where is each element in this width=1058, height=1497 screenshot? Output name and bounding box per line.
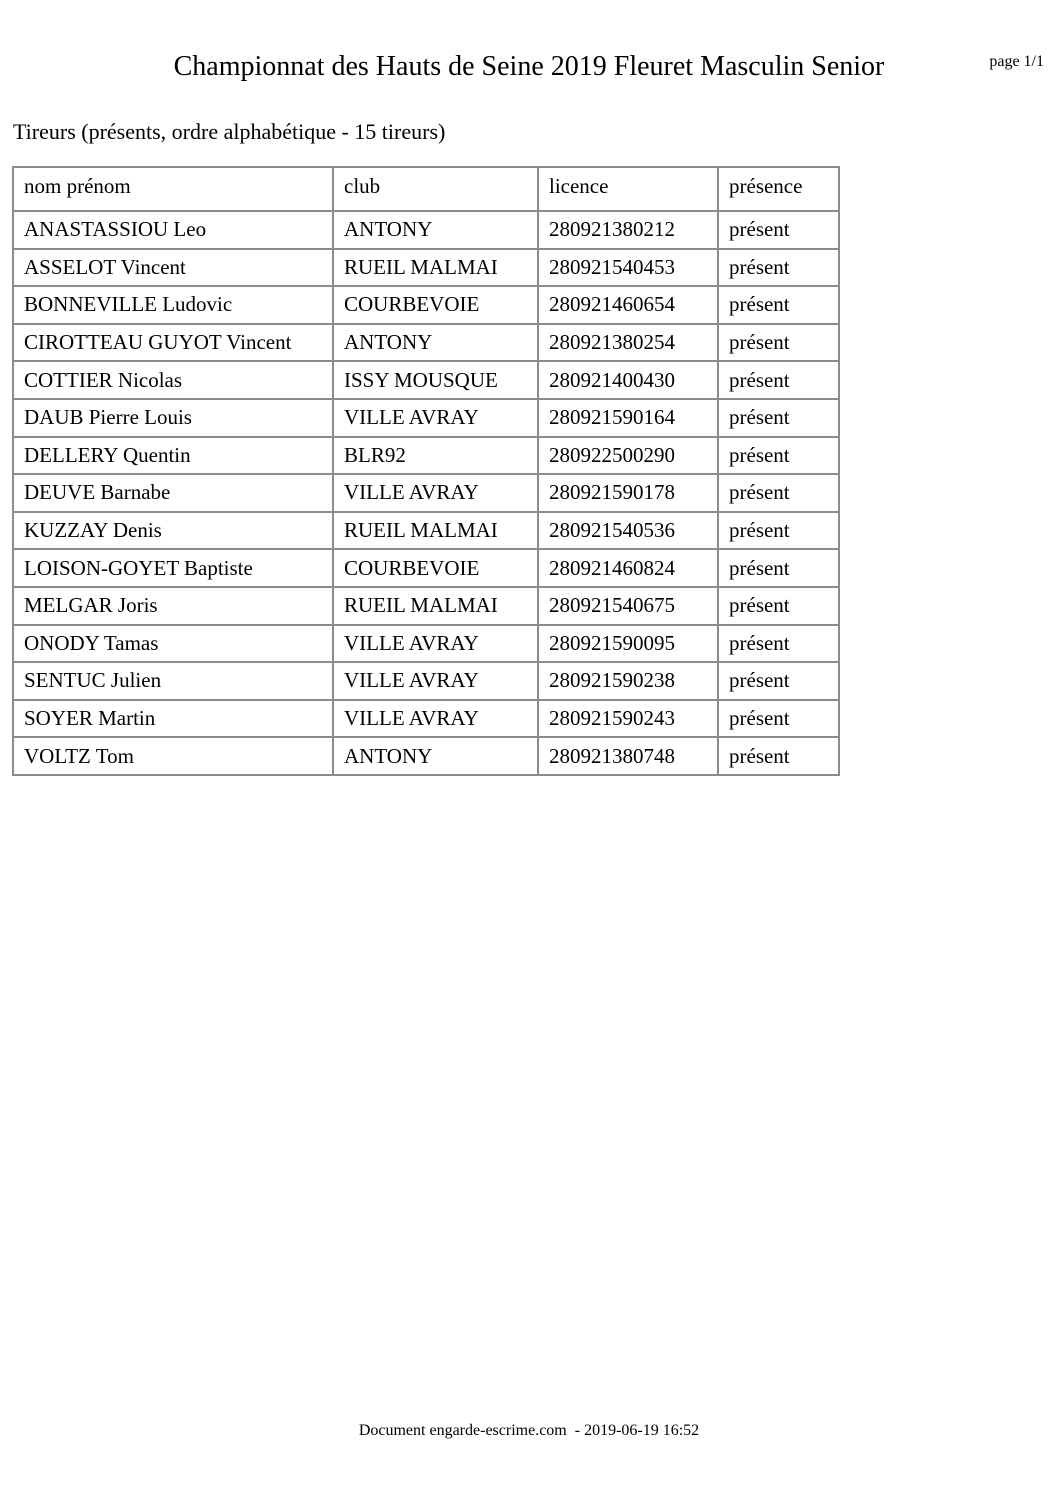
cell-club: RUEIL MALMAI: [333, 249, 538, 287]
table-row: [13, 737, 839, 775]
header-club: club: [333, 167, 538, 211]
cell-presence: présent: [718, 211, 839, 249]
cell-club: VILLE AVRAY: [333, 474, 538, 512]
cell-presence: présent: [718, 249, 839, 287]
cell-name: MELGAR Joris: [13, 587, 333, 625]
cell-club: RUEIL MALMAI: [333, 587, 538, 625]
cell-name: SOYER Martin: [13, 700, 333, 738]
cell-club: COURBEVOIE: [333, 549, 538, 587]
table-row: [13, 249, 839, 287]
cell-licence: 280922500290: [538, 437, 718, 475]
cell-name: VOLTZ Tom: [13, 737, 333, 775]
cell-presence: présent: [718, 286, 839, 324]
table-row: [13, 587, 839, 625]
cell-licence: 280921460824: [538, 549, 718, 587]
cell-club: VILLE AVRAY: [333, 662, 538, 700]
cell-name: BONNEVILLE Ludovic: [13, 286, 333, 324]
cell-licence: 280921590095: [538, 625, 718, 663]
table-row: [13, 512, 839, 550]
cell-name: SENTUC Julien: [13, 662, 333, 700]
cell-licence: 280921400430: [538, 361, 718, 399]
cell-club: RUEIL MALMAI: [333, 512, 538, 550]
cell-name: COTTIER Nicolas: [13, 361, 333, 399]
cell-presence: présent: [718, 700, 839, 738]
cell-club: ISSY MOUSQUE: [333, 361, 538, 399]
cell-club: ANTONY: [333, 324, 538, 362]
cell-presence: présent: [718, 361, 839, 399]
table-row: [13, 286, 839, 324]
header-licence: licence: [538, 167, 718, 211]
cell-club: COURBEVOIE: [333, 286, 538, 324]
cell-presence: présent: [718, 512, 839, 550]
cell-licence: 280921590164: [538, 399, 718, 437]
cell-presence: présent: [718, 737, 839, 775]
cell-licence: 280921380212: [538, 211, 718, 249]
page-title: Championnat des Hauts de Seine 2019 Fleuret Masculin Senior: [173, 51, 885, 82]
cell-name: ANASTASSIOU Leo: [13, 211, 333, 249]
cell-licence: 280921590243: [538, 700, 718, 738]
table-header-row: [13, 167, 839, 211]
cell-presence: présent: [718, 625, 839, 663]
cell-name: LOISON-GOYET Baptiste: [13, 549, 333, 587]
table-row: [13, 474, 839, 512]
cell-club: VILLE AVRAY: [333, 700, 538, 738]
table-row: [13, 324, 839, 362]
cell-club: ANTONY: [333, 211, 538, 249]
cell-club: ANTONY: [333, 737, 538, 775]
cell-name: DEUVE Barnabe: [13, 474, 333, 512]
cell-name: ONODY Tamas: [13, 625, 333, 663]
cell-presence: présent: [718, 324, 839, 362]
cell-licence: 280921590178: [538, 474, 718, 512]
cell-presence: présent: [718, 662, 839, 700]
footer: Document engarde-escrime.com - 2019-06-19 16:52: [358, 1422, 700, 1439]
fencers-table: [12, 166, 840, 776]
cell-licence: 280921540536: [538, 512, 718, 550]
cell-licence: 280921540453: [538, 249, 718, 287]
cell-name: KUZZAY Denis: [13, 512, 333, 550]
table-row: [13, 437, 839, 475]
table-row: [13, 399, 839, 437]
cell-presence: présent: [718, 587, 839, 625]
table-row: [13, 549, 839, 587]
cell-club: VILLE AVRAY: [333, 625, 538, 663]
cell-name: ASSELOT Vincent: [13, 249, 333, 287]
cell-licence: 280921380748: [538, 737, 718, 775]
cell-licence: 280921380254: [538, 324, 718, 362]
table-row: [13, 211, 839, 249]
cell-presence: présent: [718, 437, 839, 475]
cell-licence: 280921590238: [538, 662, 718, 700]
header-name: nom prénom: [13, 167, 333, 211]
cell-club: VILLE AVRAY: [333, 399, 538, 437]
table-row: [13, 662, 839, 700]
cell-presence: présent: [718, 474, 839, 512]
cell-presence: présent: [718, 399, 839, 437]
table-row: [13, 700, 839, 738]
table-row: [13, 361, 839, 399]
cell-name: DAUB Pierre Louis: [13, 399, 333, 437]
cell-name: DELLERY Quentin: [13, 437, 333, 475]
cell-licence: 280921540675: [538, 587, 718, 625]
cell-name: CIROTTEAU GUYOT Vincent: [13, 324, 333, 362]
cell-licence: 280921460654: [538, 286, 718, 324]
cell-club: BLR92: [333, 437, 538, 475]
cell-presence: présent: [718, 549, 839, 587]
section-title: Tireurs (présents, ordre alphabétique - 15 tireurs): [13, 119, 446, 144]
page-number: page 1/1: [989, 53, 1044, 70]
header-presence: présence: [718, 167, 839, 211]
table-row: [13, 625, 839, 663]
